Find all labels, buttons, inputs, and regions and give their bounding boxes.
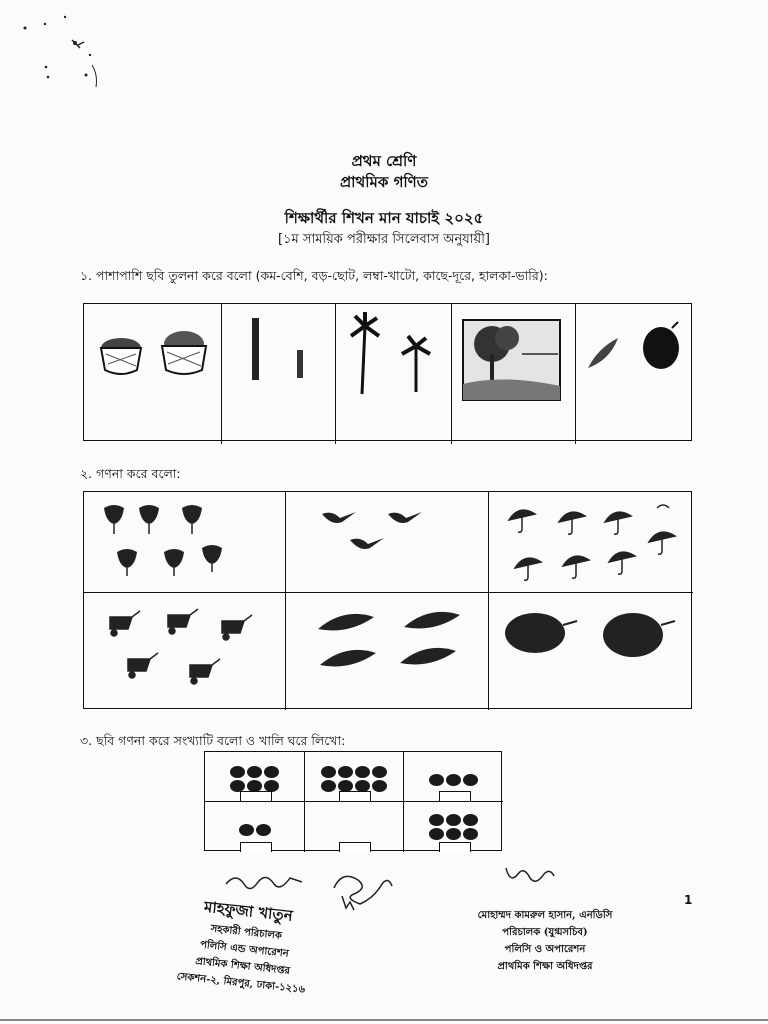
q1-cell-palm-trees <box>336 304 452 444</box>
q2-cell-wheelbarrows <box>84 593 286 710</box>
q3-cell-4 <box>205 802 305 852</box>
subject-title: প্রাথমিক গণিত <box>339 173 429 191</box>
two-baskets-icon <box>84 304 220 440</box>
q2-cell-umbrellas <box>489 492 693 593</box>
answer-box[interactable] <box>240 791 272 801</box>
fruit-icon-row <box>205 766 304 778</box>
fruit-icon-row <box>205 824 304 836</box>
answer-box[interactable] <box>240 842 272 852</box>
q3-cell-2 <box>305 752 404 802</box>
q2-cell-roses <box>84 492 286 593</box>
q1-cell-feather-fruit <box>576 304 693 444</box>
signatory-name-left: মাহফুজা খাতুন <box>203 897 294 925</box>
exam-title: শিক্ষার্থীর শিখন মান যাচাই ২০২৫ <box>284 209 484 227</box>
signatory-line: প্রাথমিক শিক্ষা অধিদপ্তর <box>497 961 593 972</box>
fruit-icon-row <box>404 828 503 840</box>
question-1: ১. পাশাপাশি ছবি তুলনা করে বলো (কম-বেশি, বড়-ছোট, লম্বা-খাটো, কাছে-দূরে, হালকা-ভারি): <box>80 268 548 283</box>
q3-cell-6 <box>404 802 503 852</box>
q2-counting-table <box>83 491 692 709</box>
signatory-line: পলিসি এন্ড অপারেশন <box>199 939 290 960</box>
signatory-line: সেকশন-২, মিরপুর, ঢাকা-১২১৬ <box>176 971 306 996</box>
feather-and-fruit-icon <box>576 304 692 440</box>
scan-edge <box>0 1019 768 1021</box>
q3-cell-3 <box>404 752 503 802</box>
two-palm-trees-icon <box>336 304 450 440</box>
q1-cell-baskets <box>84 304 222 444</box>
answer-box[interactable] <box>339 842 371 852</box>
q2-cell-birds <box>286 492 489 593</box>
exam-subtitle: [১ম সাময়িক পরীক্ষার সিলেবাস অনুযায়ী] <box>278 232 490 247</box>
umbrella-icon-group <box>489 492 691 591</box>
signature-block-left <box>160 892 329 1001</box>
signatory-line: প্রাথমিক শিক্ষা অধিদপ্তর <box>194 956 291 977</box>
two-sticks-icon <box>222 304 334 440</box>
signature-block-right <box>470 908 620 976</box>
rose-icon-group <box>84 492 284 591</box>
q1-picture-table <box>83 303 692 441</box>
signatory-line: পরিচালক (যুগ্মসচিব) <box>502 927 588 938</box>
bird-icon-group <box>286 492 487 591</box>
fruit-icon-row <box>404 774 503 786</box>
answer-box[interactable] <box>439 791 471 801</box>
page-number: 1 <box>684 893 693 907</box>
signatory-line: সহকারী পরিচালক <box>210 923 283 942</box>
q3-cell-1 <box>205 752 305 802</box>
class-title: প্রথম শ্রেণি <box>351 152 417 170</box>
q3-count-table <box>204 751 502 851</box>
q1-cell-sticks <box>222 304 336 444</box>
question-2: ২. গণনা করে বলো: <box>80 466 181 481</box>
scan-marks <box>20 15 110 95</box>
q1-cell-landscape <box>452 304 576 444</box>
question-3: ৩. ছবি গণনা করে সংখ্যাটি বলো ও খালি ঘরে লিখো: <box>80 733 346 748</box>
wheelbarrow-icon-group <box>84 593 284 708</box>
tree-landscape-icon <box>452 304 574 440</box>
fruit-icon-row <box>404 814 503 826</box>
signatory-name-right: মোহাম্মদ কামরুল হাসান, এনডিসি <box>477 910 613 921</box>
q2-cell-leaves <box>286 593 489 710</box>
answer-box[interactable] <box>439 842 471 852</box>
signature-scribble-right <box>500 860 560 894</box>
jackfruit-icon-group <box>489 593 691 708</box>
leaf-icon-group <box>286 593 487 708</box>
answer-box[interactable] <box>339 791 371 801</box>
signatory-line: পলিসি ও অপারেশন <box>504 944 586 955</box>
fruit-icon-row <box>305 766 403 778</box>
q3-cell-5 <box>305 802 404 852</box>
q2-cell-jackfruits <box>489 593 693 710</box>
